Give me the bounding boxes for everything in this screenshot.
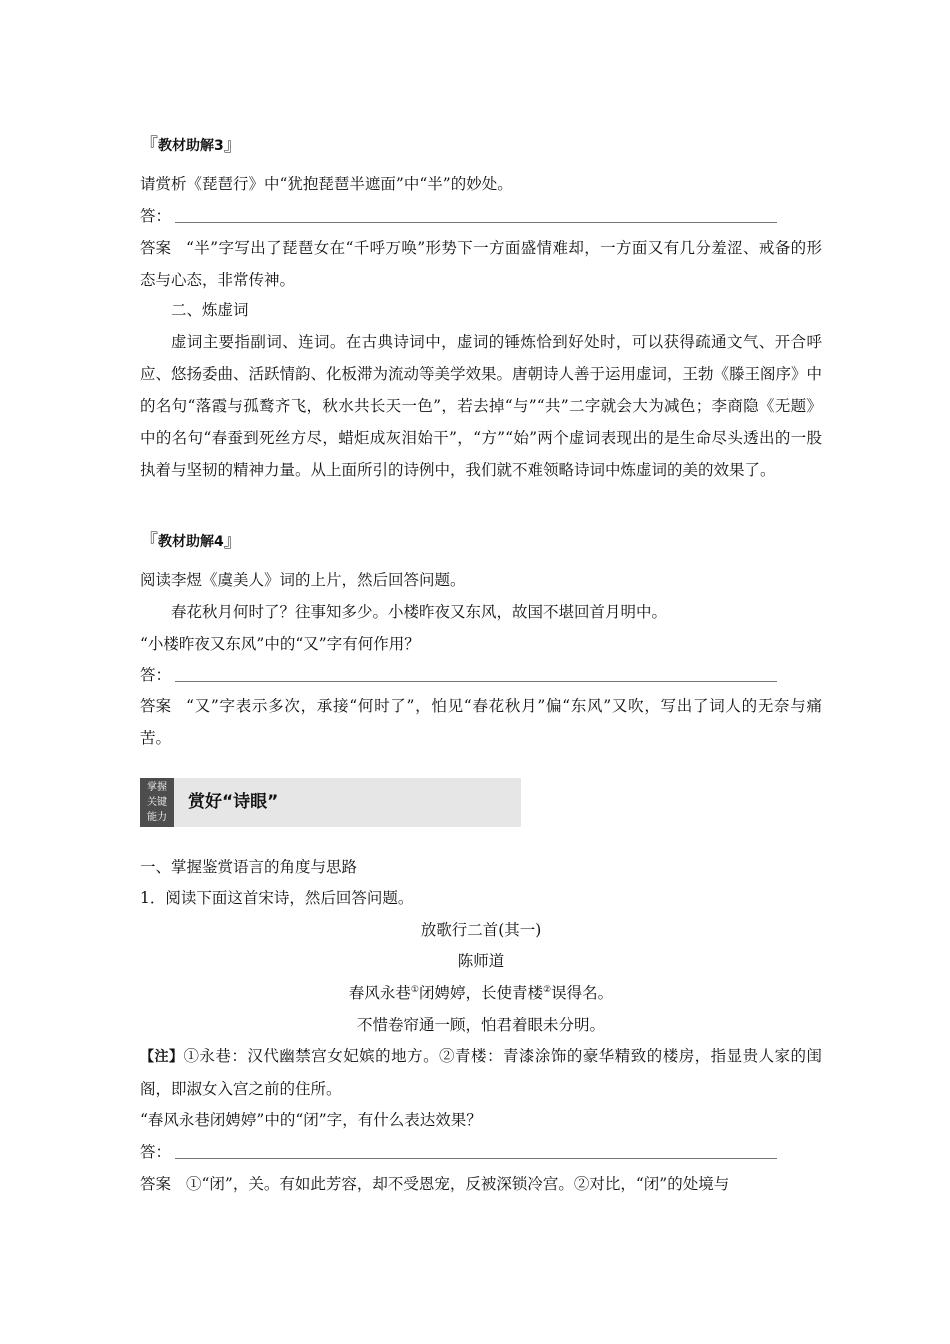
aid3-close-bracket: 』	[223, 135, 242, 156]
part1-answer-prompt-row	[140, 1142, 777, 1162]
banner-title: 赏好“诗眼”	[188, 792, 279, 812]
part1-item1: 1．阅读下面这首宋诗，然后回答问题。	[140, 889, 414, 907]
badge-line-1: 掌握	[147, 782, 167, 793]
footnote-mark-1: ①	[410, 985, 419, 995]
part1-heading: 一、掌握鉴赏语言的角度与思路	[140, 858, 358, 876]
aid3-open-bracket: 『	[140, 135, 158, 156]
aid3-answer-prompt-row	[140, 206, 777, 226]
aid4-poem: 春花秋月何时了？往事知多少。小楼昨夜又东风，故国不堪回首月明中。	[171, 603, 668, 621]
part1-question: “春风永巷闭娉婷”中的“闭”字，有什么表达效果？	[140, 1111, 482, 1129]
aid3-answer	[140, 232, 822, 296]
poem-line-1	[140, 983, 822, 1003]
poem-line-1-c: 误得名。	[551, 984, 614, 1002]
aid3-heading	[140, 136, 242, 156]
note-text: ①永巷：汉代幽禁宫女妃嫔的地方。②青楼：青漆涂饰的豪华精致的楼房，指显贵人家的闺阁，即淑女入宫之前的住所。	[140, 1047, 822, 1098]
aid4-answer-blank[interactable]	[175, 667, 777, 682]
poem-author: 陈师道	[457, 952, 505, 970]
poem-note	[140, 1040, 822, 1105]
badge-line-2: 关键	[147, 797, 167, 808]
aid3-answer-blank[interactable]	[175, 208, 777, 223]
aid4-answer-prompt-row	[140, 665, 777, 685]
note-tag: 【注】	[140, 1049, 184, 1065]
part1-answer	[140, 1168, 822, 1200]
aid4-open-bracket: 『	[140, 531, 158, 552]
footnote-mark-2: ②	[543, 985, 552, 995]
part1-answer-prompt: 答：	[140, 1143, 172, 1161]
part1-answer-label: 答案	[140, 1175, 172, 1193]
aid3-title: 教材助解3	[158, 138, 224, 154]
poem-line-2: 不惜卷帘通一顾，怕君着眼未分明。	[356, 1016, 605, 1034]
poem-line-1-a: 春风永巷	[348, 984, 411, 1002]
section-banner	[140, 778, 521, 827]
aid4-intro: 阅读李煜《虞美人》词的上片，然后回答问题。	[140, 571, 466, 589]
aid4-heading	[140, 532, 242, 552]
aid4-close-bracket: 』	[223, 531, 242, 552]
badge-line-3: 能力	[147, 812, 167, 823]
part1-answer-text: ①“闭”，关。有如此芳容，却不受恩宠，反被深锁冷宫。②对比，“闭”的处境与	[186, 1175, 730, 1193]
aid4-title: 教材助解4	[158, 534, 224, 550]
aid3-answer-label: 答案	[140, 239, 172, 257]
banner-badge	[140, 778, 174, 827]
aid4-answer-prompt: 答：	[140, 666, 172, 684]
aid4-answer	[140, 690, 822, 754]
aid3-answer-text: “半”字写出了琵琶女在“千呼万唤”形势下一方面盛情难却，一方面又有几分羞涩、戒备的形态与心态，非常传神。	[140, 239, 822, 289]
aid3-answer-prompt: 答：	[140, 207, 172, 225]
aid4-answer-label: 答案	[140, 697, 172, 715]
poem-title: 放歌行二首(其一)	[420, 921, 542, 939]
aid3-question: 请赏析《琵琶行》中“犹抱琵琶半遮面”中“半”的妙处。	[140, 175, 513, 193]
section2-heading: 二、炼虚词	[171, 301, 249, 319]
aid4-answer-text: “又”字表示多次，承接“何时了”，怕见“春花秋月”偏“东风”又吹，写出了词人的无奈与痛苦。	[140, 697, 822, 747]
section2-body: 虚词主要指副词、连词。在古典诗词中，虚词的锤炼恰到好处时，可以获得疏通文气、开合呼应、悠扬委曲、活跃情韵、化板滞为流动等美学效果。唐朝诗人善于运用虚词，王勃《滕王阁序》中的名句“落霞与孤鹜齐飞，秋水共长天一色”，若去掉“与”“共”二字就会大为减色；李商隐《无题》中的名句“春蚕到死丝方尽，蜡炬成灰泪始干”，“方”“始”两个虚词表现出的是生命尽头透出的一股执着与坚韧的精神力量。从上面所引的诗例中，我们就不难领略诗词中炼虚词的美的效果了。	[140, 333, 823, 479]
aid4-question: “小楼昨夜又东风”中的“又”字有何作用？	[140, 635, 420, 653]
part1-answer-blank[interactable]	[175, 1144, 777, 1159]
poem-line-1-b: 闭娉婷，长使青楼	[418, 984, 543, 1002]
